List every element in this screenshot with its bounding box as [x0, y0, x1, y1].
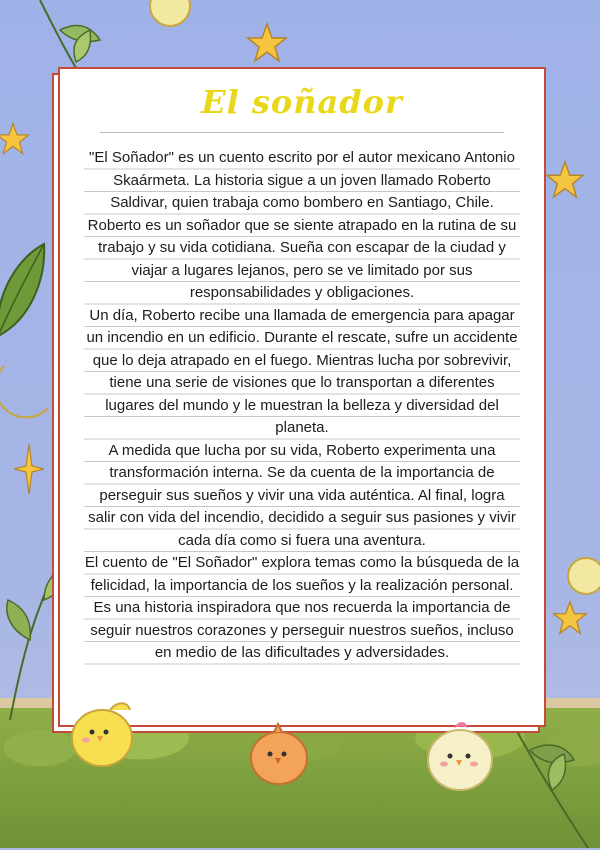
- star-icon: [246, 22, 288, 64]
- moon-icon: [0, 360, 52, 420]
- page-title: El soñador: [201, 83, 403, 121]
- story-text: [84, 147, 520, 665]
- star-icon: [552, 600, 588, 636]
- star-icon: [545, 160, 585, 200]
- moon-icon: [566, 556, 600, 596]
- moon-icon: [148, 0, 192, 28]
- chick-icon: [418, 714, 502, 798]
- paper-sheet: [58, 67, 546, 727]
- leaf-icon: [0, 240, 50, 340]
- paragraph-3: A medida que lucha por su vida, Roberto experimenta una transformación interna. Se da cuenta de la importancia de perseguir sus sueños y vivir una vida auténtica. Al final, logra salir con vida del incendio, decidido a seguir sus pasiones y vivir cada día como si fuera una aventura.: [88, 441, 516, 549]
- star-icon: [14, 444, 44, 494]
- paragraph-1: "El Soñador" es un cuento escrito por el autor mexicano Antonio Skaármeta. La historia sigue a un joven llamado Roberto Saldivar, quien trabaja como bombero en Santiago, Chile. Roberto es un soñador que se siente atrapado en la rutina de su trabajo y su vida cotidiana. Sueña con escapar de la ciudad y viajar a lugares lejanos, pero se ve limitado por sus responsabilidades y obligaciones.: [87, 149, 517, 301]
- star-icon: [0, 122, 30, 156]
- chick-icon: [62, 692, 142, 772]
- chick-icon: [242, 716, 316, 790]
- paragraph-4: El cuento de "El Soñador" explora temas como la búsqueda de la felicidad, la importancia de los sueños y la realización personal. Es una historia inspiradora que nos recuerda la importancia de seguir nuestros corazones y perseguir nuestros sueños, incluso en medio de las dificultades y adversidades.: [84, 554, 520, 661]
- title-divider: [100, 132, 504, 133]
- paragraph-2: Un día, Roberto recibe una llamada de emergencia para apagar un incendio en un edificio. Durante el rescate, sufre un accidente que lo deja atrapado en el fuego. Mientras lucha por sobrevivir, tiene una serie de visiones que lo transportan a diferentes lugares del mundo y le muestran la belleza y diversidad del planeta.: [86, 306, 518, 436]
